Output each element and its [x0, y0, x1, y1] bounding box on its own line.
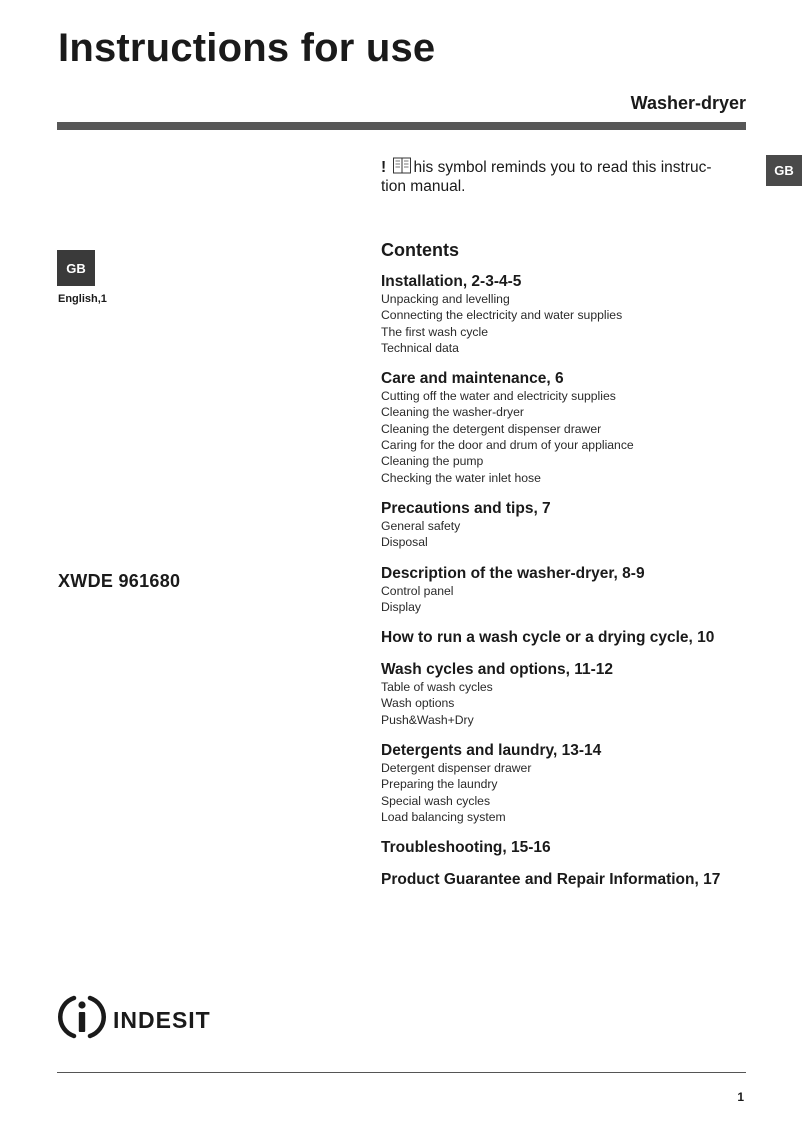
contents-section	[381, 628, 781, 647]
header-rule	[57, 122, 746, 130]
section-title: Installation, 2-3-4-5	[381, 273, 522, 290]
section-item: Disposal	[381, 535, 428, 550]
info-circle-icon	[57, 992, 107, 1042]
section-item: Wash options	[381, 696, 455, 711]
section-title: Detergents and laundry, 13-14	[381, 742, 602, 760]
section-item: Preparing the laundry	[381, 777, 498, 792]
section-item: Cleaning the pump	[381, 454, 484, 469]
section-item: Cleaning the detergent dispenser drawer	[381, 421, 602, 436]
contents-heading: Contents	[381, 240, 459, 260]
section-item-list	[381, 518, 781, 551]
section-item-list	[381, 291, 781, 356]
brand-wordmark: indesit	[113, 998, 211, 1035]
manual-book-icon	[392, 157, 412, 178]
section-item: Technical data	[381, 340, 459, 355]
section-item: Control panel	[381, 583, 454, 598]
section-item-list	[381, 583, 781, 616]
section-item: Cleaning the washer-dryer	[381, 405, 524, 420]
section-title: Troubleshooting, 15-16	[381, 839, 551, 857]
section-item: Caring for the door and drum of your appliance	[381, 438, 634, 453]
language-side-tab: GB	[766, 155, 802, 186]
section-item: Checking the water inlet hose	[381, 470, 541, 485]
contents-section	[381, 660, 781, 728]
contents-section	[381, 870, 781, 889]
section-item: Unpacking and levelling	[381, 292, 510, 306]
brand-logo	[57, 992, 211, 1042]
section-title: Care and maintenance, 6	[381, 370, 564, 388]
model-number: XWDE 961680	[58, 571, 181, 591]
manual-reminder-note	[381, 157, 721, 195]
contents-section	[381, 838, 781, 857]
section-title: Description of the washer-dryer, 8-9	[381, 564, 645, 582]
language-code-badge: GB	[57, 250, 95, 286]
section-title: How to run a wash cycle or a drying cycle, 10	[381, 629, 715, 647]
section-item-list	[381, 679, 781, 728]
section-item-list	[381, 760, 781, 825]
section-item: Load balancing system	[381, 809, 506, 824]
section-item: Detergent dispenser drawer	[381, 761, 532, 776]
document-subtitle: Washer-dryer	[630, 93, 746, 113]
contents-section	[381, 499, 781, 551]
section-item: General safety	[381, 518, 461, 533]
reminder-text: his symbol reminds you to read this instruc-tion manual.	[381, 159, 712, 195]
language-entry: English,1	[58, 293, 107, 305]
contents-section	[381, 564, 781, 616]
document-title: Instructions for use	[58, 26, 436, 70]
contents-section	[381, 369, 781, 486]
table-of-contents	[381, 240, 781, 902]
page-number: 1	[737, 1090, 744, 1104]
footer-rule	[57, 1072, 746, 1073]
section-title: Product Guarantee and Repair Information, 17	[381, 871, 721, 889]
section-item: The first wash cycle	[381, 324, 489, 339]
section-title: Wash cycles and options, 11-12	[381, 661, 614, 679]
section-item-list	[381, 388, 781, 486]
contents-section	[381, 272, 781, 356]
section-item: Display	[381, 599, 421, 614]
section-title: Precautions and tips, 7	[381, 499, 551, 517]
section-item: Connecting the electricity and water supplies	[381, 308, 623, 323]
section-item: Table of wash cycles	[381, 680, 493, 695]
contents-section	[381, 741, 781, 825]
warning-mark: !	[381, 159, 387, 176]
section-item: Push&Wash+Dry	[381, 712, 474, 727]
section-item: Cutting off the water and electricity supplies	[381, 389, 616, 404]
section-item: Special wash cycles	[381, 793, 491, 808]
